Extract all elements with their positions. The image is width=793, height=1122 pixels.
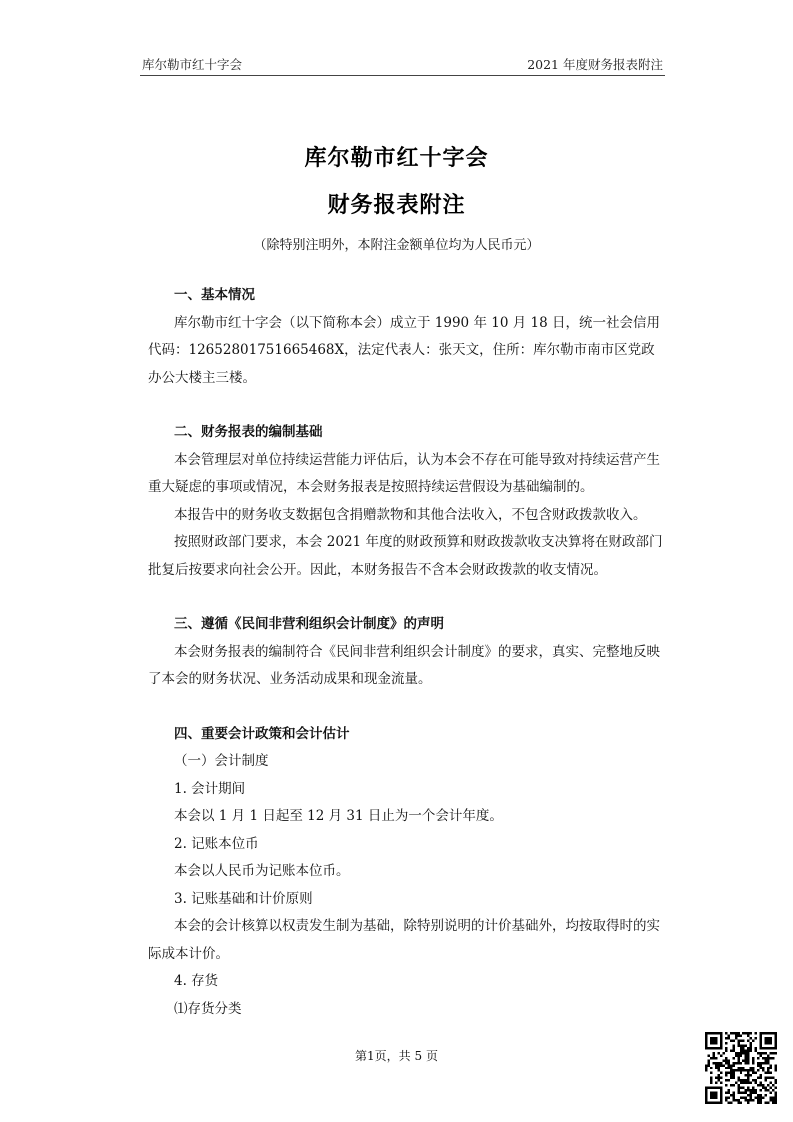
currency-note: （除特别注明外，本附注金额单位均为人民币元） bbox=[253, 238, 540, 253]
paragraph: 库尔勒市红十字会（以下简称本会）成立于 1990 年 10 月 18 日，统一社会信用代码：12652801751665468X，法定代表人：张天文，住所：库尔勒市南市区党政办公大楼主三楼。 bbox=[148, 314, 660, 386]
paragraph: 本会的会计核算以权责发生制为基础，除特别说明的计价基础外，均按取得时的实际成本计价。 bbox=[148, 918, 660, 962]
paragraph: 本报告中的财务收支数据包含捐赠款物和其他合法收入，不包含财政拨款收入。 bbox=[174, 506, 647, 523]
list-item-heading: 1. 会计期间 bbox=[174, 780, 246, 797]
list-subitem-heading: ⑴存货分类 bbox=[174, 1000, 242, 1017]
page-header bbox=[140, 55, 665, 76]
list-item-heading: 2. 记账本位币 bbox=[174, 835, 259, 852]
list-item-heading: 4. 存货 bbox=[174, 973, 219, 989]
document-body bbox=[148, 282, 664, 1023]
paragraph: 本会管理层对单位持续运营能力评估后，认为本会不存在可能导致对持续运营产生重大疑虑的事项或情况，本会财务报表是按照持续运营假设为基础编制的。 bbox=[148, 451, 660, 495]
paragraph: 本会以人民币为记账本位币。 bbox=[174, 863, 350, 879]
header-doc-title: 2021 年度财务报表附注 bbox=[527, 57, 663, 72]
section-heading-accounting-policies: 四、重要会计政策和会计估计 bbox=[174, 725, 350, 742]
paragraph: 本会以 1 月 1 日起至 12 月 31 日止为一个会计年度。 bbox=[174, 808, 503, 824]
section-heading-compliance-statement: 三、遵循《民间非营利组织会计制度》的声明 bbox=[174, 616, 444, 632]
subsection-heading: （一）会计制度 bbox=[174, 753, 269, 769]
section-heading-basic-info: 一、基本情况 bbox=[174, 287, 255, 303]
qr-code-icon[interactable] bbox=[705, 1032, 777, 1104]
list-item-heading: 3. 记账基础和计价原则 bbox=[174, 890, 313, 907]
header-org-name: 库尔勒市红十字会 bbox=[142, 57, 243, 72]
section-heading-preparation-basis: 二、财务报表的编制基础 bbox=[174, 424, 323, 440]
paragraph: 本会财务报表的编制符合《民间非营利组织会计制度》的要求，真实、完整地反映了本会的财务状况、业务活动成果和现金流量。 bbox=[148, 643, 660, 687]
paragraph: 按照财政部门要求，本会 2021 年度的财政预算和财政拨款收支决算将在财政部门批复后按要求向社会公开。因此，本财务报告不含本会财政拨款的收支情况。 bbox=[148, 534, 663, 578]
document-title: 库尔勒市红十字会 bbox=[304, 146, 489, 171]
document-subtitle: 财务报表附注 bbox=[327, 193, 466, 218]
page-number: 第1页，共 5 页 bbox=[355, 1049, 438, 1063]
